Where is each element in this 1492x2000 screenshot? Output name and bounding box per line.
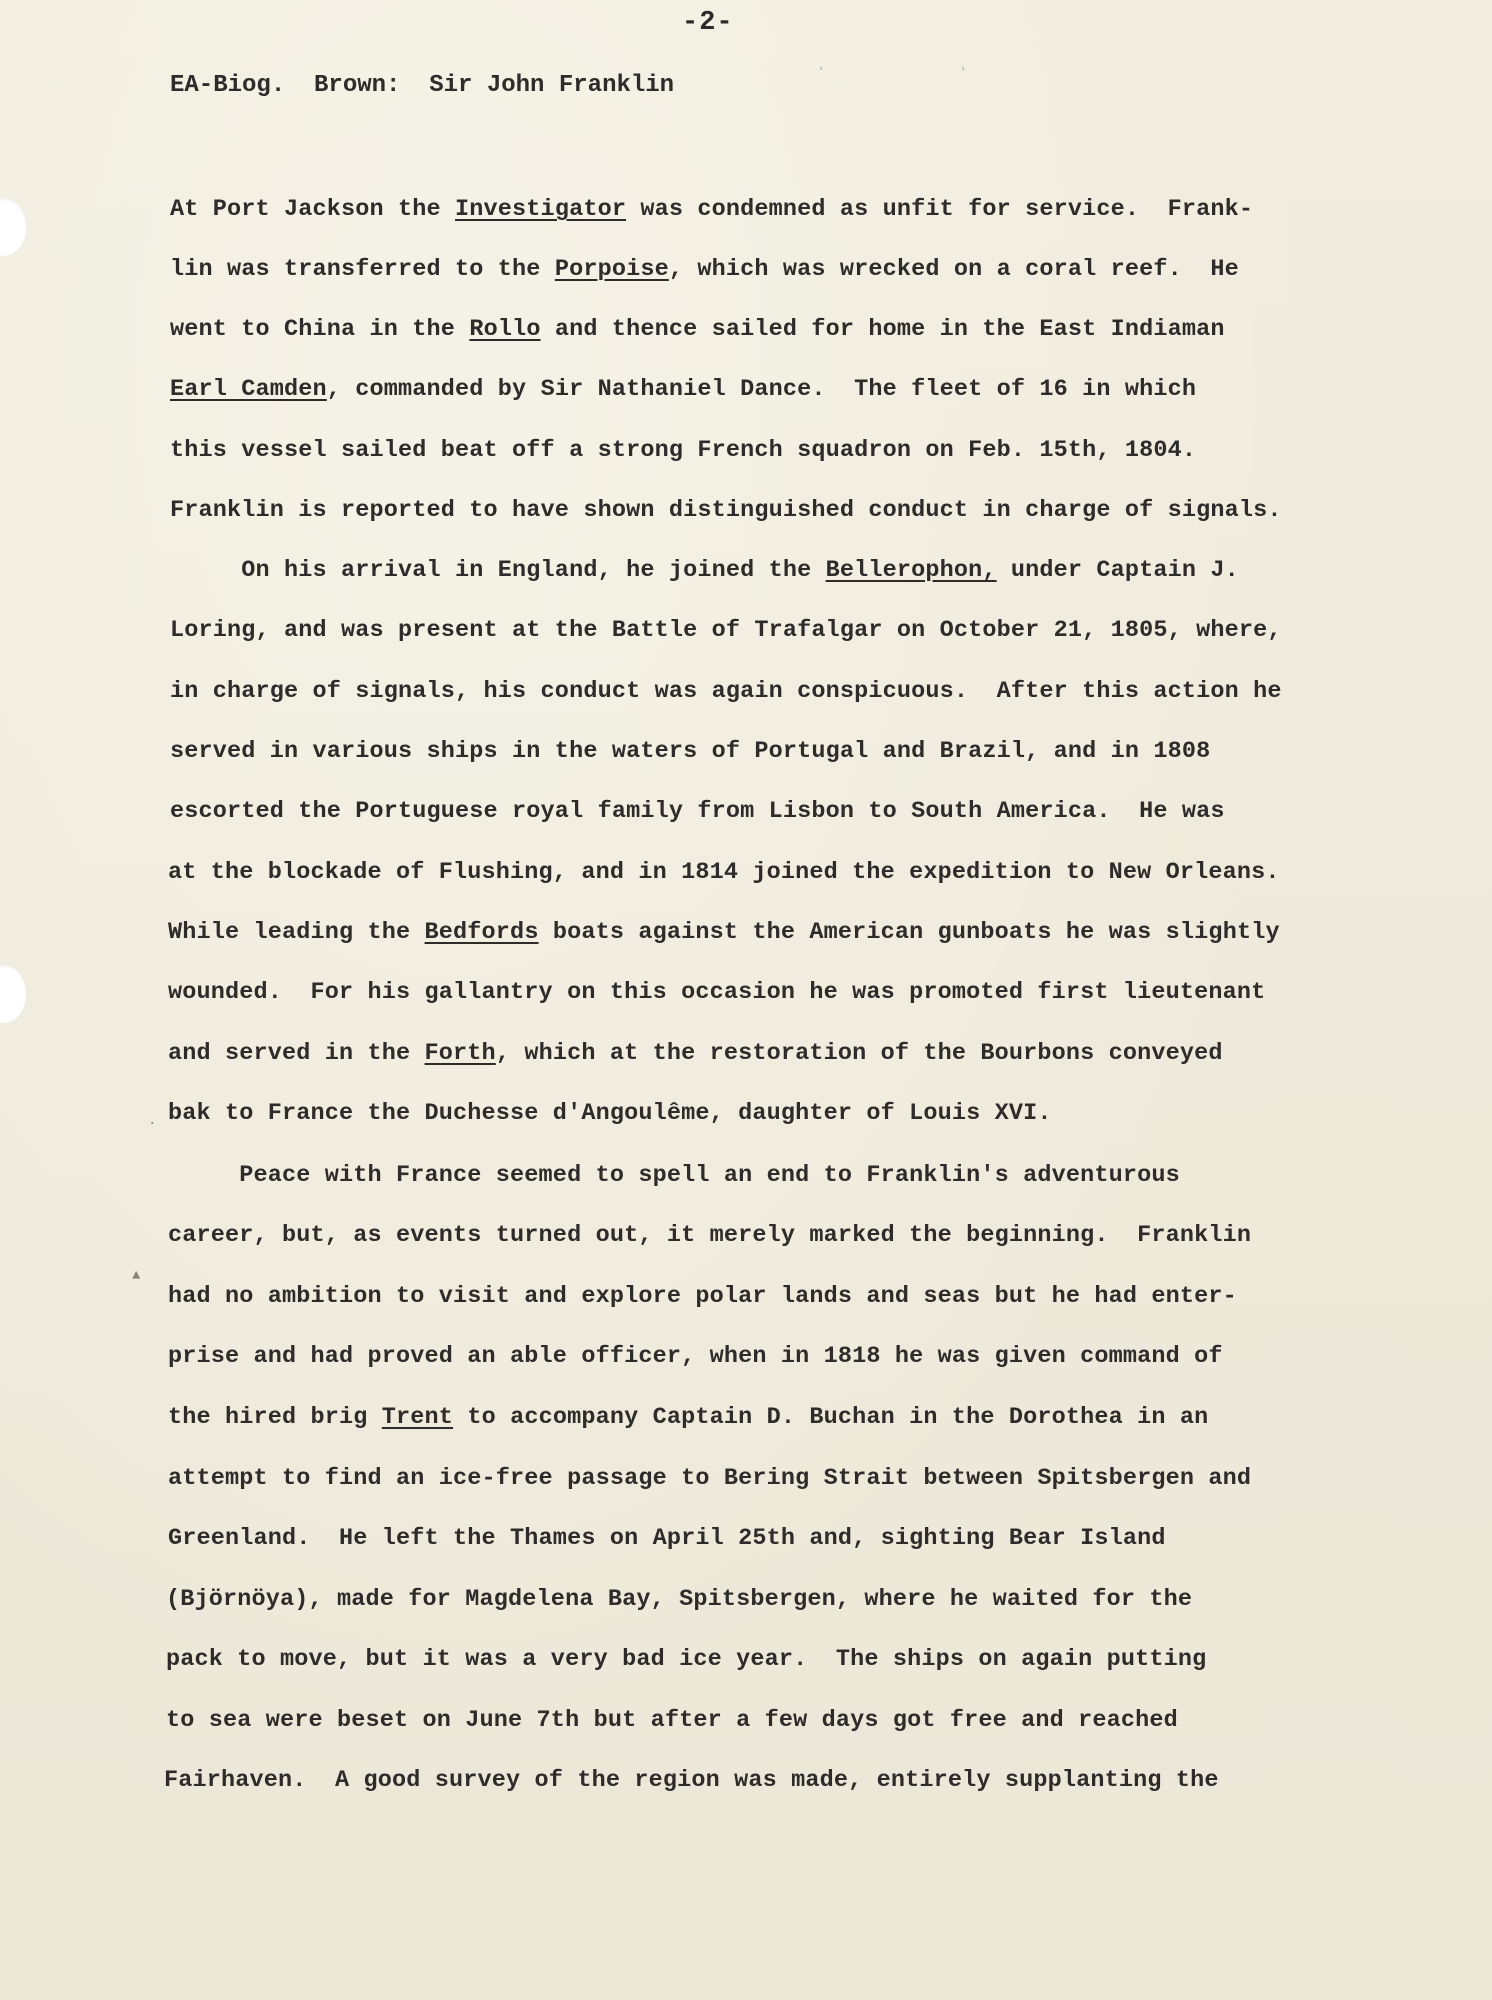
page-number: -2- — [682, 8, 734, 38]
text-segment: , which was wrecked on a coral reef. He — [668, 256, 1239, 283]
text-segment: Greenland. He left the Thames on April 25th and, sighting Bear Island — [168, 1525, 1166, 1552]
text-line — [170, 798, 1225, 825]
text-segment: career, but, as events turned out, it merely marked the beginning. Franklin — [168, 1222, 1252, 1249]
text-line — [170, 256, 1239, 283]
text-segment: to accompany Captain D. Buchan in the Dorothea in an — [453, 1404, 1209, 1431]
pencil-mark: ʾ — [816, 66, 826, 84]
pencil-mark: · — [148, 1116, 157, 1132]
text-segment: had no ambition to visit and explore polar lands and seas but he had enter- — [168, 1283, 1237, 1310]
text-segment: this vessel sailed beat off a strong French squadron on Feb. 15th, 1804. — [170, 437, 1197, 464]
underlined-ship-name: Rollo — [469, 316, 541, 343]
text-line — [168, 1162, 1180, 1189]
underlined-ship-name: Trent — [381, 1404, 454, 1431]
text-line — [170, 437, 1196, 464]
text-line — [170, 557, 1239, 584]
text-segment: On his arrival in England, he joined the — [170, 557, 826, 584]
text-segment: went to China in the — [170, 316, 470, 343]
text-line — [170, 316, 1225, 343]
text-line — [170, 738, 1210, 765]
underlined-ship-name: Porpoise — [554, 256, 669, 283]
text-segment: Franklin is reported to have shown distinguished conduct in charge of signals. — [170, 497, 1282, 524]
text-segment: At Port Jackson the — [170, 196, 456, 223]
text-line — [168, 1222, 1251, 1249]
text-line — [166, 1707, 1178, 1734]
binder-hole-top — [0, 198, 26, 256]
text-segment: at the blockade of Flushing, and in 1814 joined the expedition to New Orleans. — [168, 859, 1280, 886]
text-segment: , which at the restoration of the Bourbons conveyed — [495, 1040, 1223, 1067]
text-line — [168, 1100, 1052, 1127]
text-segment: and served in the — [168, 1040, 425, 1067]
text-segment: boats against the American gunboats he was slightly — [538, 919, 1280, 946]
text-line — [168, 979, 1265, 1006]
underlined-ship-name: Earl Camden — [170, 376, 327, 403]
text-line — [170, 196, 1253, 223]
text-segment: served in various ships in the waters of Portugal and Brazil, and in 1808 — [170, 738, 1211, 765]
text-line — [168, 859, 1280, 886]
text-line — [168, 1040, 1223, 1067]
underlined-ship-name: Forth — [424, 1040, 496, 1067]
text-segment: under Captain J. — [996, 557, 1239, 584]
underlined-ship-name: Investigator — [455, 196, 627, 223]
text-segment: attempt to find an ice-free passage to Bering Strait between Spitsbergen and — [168, 1465, 1252, 1492]
text-line — [170, 376, 1196, 403]
text-line — [170, 497, 1282, 524]
text-segment: bak to France the Duchesse d'Angoulême, daughter of Louis XVI. — [168, 1100, 1052, 1127]
text-line — [168, 1525, 1166, 1552]
text-segment: While leading the — [168, 919, 425, 946]
text-line — [166, 1586, 1192, 1613]
binder-hole-middle — [0, 965, 26, 1023]
text-line — [170, 678, 1282, 705]
text-segment: wounded. For his gallantry on this occasion he was promoted first lieutenant — [168, 979, 1266, 1006]
text-segment: escorted the Portuguese royal family from Lisbon to South America. He was — [170, 798, 1225, 825]
text-segment: the hired brig — [168, 1404, 382, 1431]
text-line — [168, 1343, 1223, 1370]
text-line — [168, 919, 1280, 946]
text-line — [164, 1767, 1219, 1794]
pencil-mark: ▲ — [132, 1268, 141, 1284]
text-segment: and thence sailed for home in the East Indiaman — [540, 316, 1225, 343]
text-line — [166, 1646, 1206, 1673]
text-segment: prise and had proved an able officer, when in 1818 he was given command of — [168, 1343, 1223, 1370]
text-segment: was condemned as unfit for service. Frank- — [626, 196, 1254, 223]
text-segment: Peace with France seemed to spell an end to Franklin's adventurous — [168, 1162, 1180, 1189]
pencil-mark: ʾ — [958, 66, 968, 84]
text-segment: Fairhaven. A good survey of the region was made, entirely supplanting the — [164, 1767, 1219, 1794]
underlined-ship-name: Bellerophon, — [825, 557, 997, 584]
text-line — [170, 617, 1282, 644]
text-line — [168, 1283, 1237, 1310]
text-segment: Loring, and was present at the Battle of Trafalgar on October 21, 1805, where, — [170, 617, 1282, 644]
underlined-ship-name: Bedfords — [424, 919, 539, 946]
text-line — [168, 1404, 1208, 1431]
text-segment: to sea were beset on June 7th but after a few days got free and reached — [166, 1707, 1178, 1734]
text-segment: lin was transferred to the — [170, 256, 555, 283]
text-line — [168, 1465, 1251, 1492]
text-segment: , commanded by Sir Nathaniel Dance. The fleet of 16 in which — [326, 376, 1197, 403]
text-segment: pack to move, but it was a very bad ice year. The ships on again putting — [166, 1646, 1207, 1673]
running-header: EA-Biog. Brown: Sir John Franklin — [170, 72, 675, 99]
text-segment: in charge of signals, his conduct was again conspicuous. After this action he — [170, 678, 1282, 705]
text-segment: (Björnöya), made for Magdelena Bay, Spitsbergen, where he waited for the — [166, 1586, 1193, 1613]
